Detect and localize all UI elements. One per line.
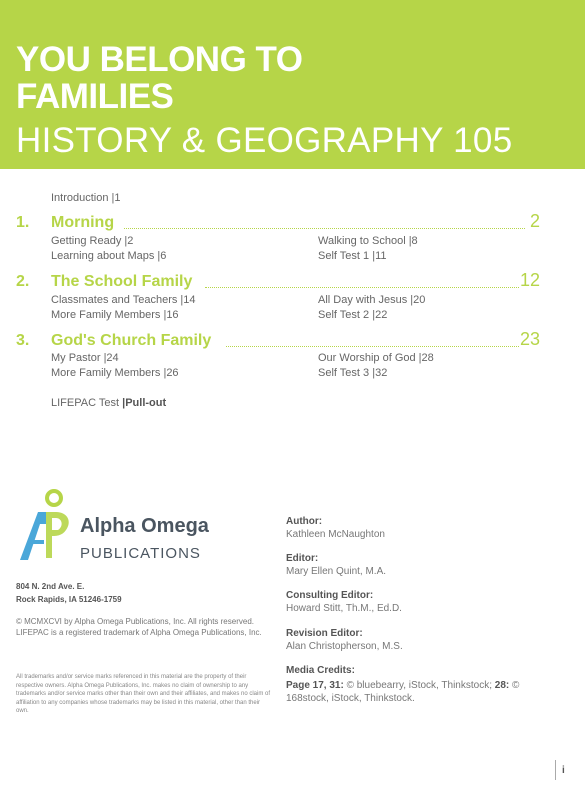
page-number: i [562,765,565,776]
section-3-leader [226,346,519,347]
section-1-item-1: Getting Ready |2 [51,235,134,247]
section-1-page: 2 [529,211,540,231]
publisher-sub: PUBLICATIONS [80,545,201,562]
credit-revision-value: Alan Christopherson, M.S. [286,641,403,652]
copyright-notice: © MCMXCVI by Alpha Omega Publications, Inc. All rights reserved. LIFEPAC is a registered trademark of Alpha Omega Publications, Inc. [16,617,262,637]
credit-consulting-label: Consulting Editor: [286,590,374,601]
section-2-leader [205,287,519,288]
media-credits-label: Media Credits: [286,665,355,676]
credit-editor-value: Mary Ellen Quint, M.A. [286,566,387,577]
section-2-page: 12 [519,270,540,290]
section-2-item-1: Classmates and Teachers |14 [51,294,196,306]
credit-author-label: Author: [286,516,323,527]
credit-revision-label: Revision Editor: [286,628,363,639]
lifepac-test-label: LIFEPAC Test [51,397,120,409]
address-line-2: Rock Rapids, IA 51246-1759 [16,595,122,604]
address-line-1: 804 N. 2nd Ave. E. [16,582,85,591]
section-3-item-4: Self Test 3 |32 [318,367,388,379]
section-2-item-4: Self Test 2 |22 [318,309,388,321]
credit-author-value: Kathleen McNaughton [286,529,385,540]
title-line-2: FAMILIES [16,77,174,116]
lifepac-test-value: |Pull-out [122,397,167,409]
section-2-item-2: More Family Members |16 [51,309,179,321]
title-banner [0,0,585,169]
section-1-number: 1. [16,214,30,231]
section-3-title: God's Church Family [51,332,212,349]
section-1-item-4: Self Test 1 |11 [318,250,387,262]
trademark-notice: All trademarks and/or service marks referenced in this material are the property of their respective owners. Alpha Omega Publications, Inc. makes no claim of ownership to any trademarks and/or service marks other than their own and their affiliates, and makes no claim of affiliation to any companies whose trademarks may be listed in this material, other than their own. [16,674,271,714]
section-1-item-2: Learning about Maps |6 [51,250,167,262]
media-p2-text: © 168stock, iStock, Thinkstock. [286,680,520,704]
section-1-item-3: Walking to School |8 [318,235,418,247]
section-2-title: The School Family [51,273,193,290]
section-3-item-2: More Family Members |26 [51,367,179,379]
alpha-omega-logo-icon [16,488,76,568]
section-1-title: Morning [51,214,115,231]
section-1-leader [124,228,525,229]
credit-editor-label: Editor: [286,553,319,564]
section-3-item-3: Our Worship of God |28 [318,352,434,364]
section-3-number: 3. [16,332,30,349]
section-2-number: 2. [16,273,30,290]
toc-introduction: Introduction |1 [51,192,121,204]
media-credits-text [286,679,556,705]
page-number-rule [555,760,556,780]
publisher-name: Alpha Omega [80,515,209,537]
media-p2-label: 28: [494,680,510,691]
section-2-item-3: All Day with Jesus |20 [318,294,426,306]
section-3-item-1: My Pastor |24 [51,352,119,364]
course-subtitle: HISTORY & GEOGRAPHY 105 [16,121,513,160]
media-p1-text: © bluebearry, iStock, Thinkstock; [343,680,495,691]
credit-consulting-value: Howard Stitt, Th.M., Ed.D. [286,603,402,614]
toc-lifepac-test [51,397,166,409]
title-line-1: YOU BELONG TO [16,40,303,79]
media-p1-label: Page 17, 31: [286,680,344,691]
section-3-page: 23 [519,329,540,349]
